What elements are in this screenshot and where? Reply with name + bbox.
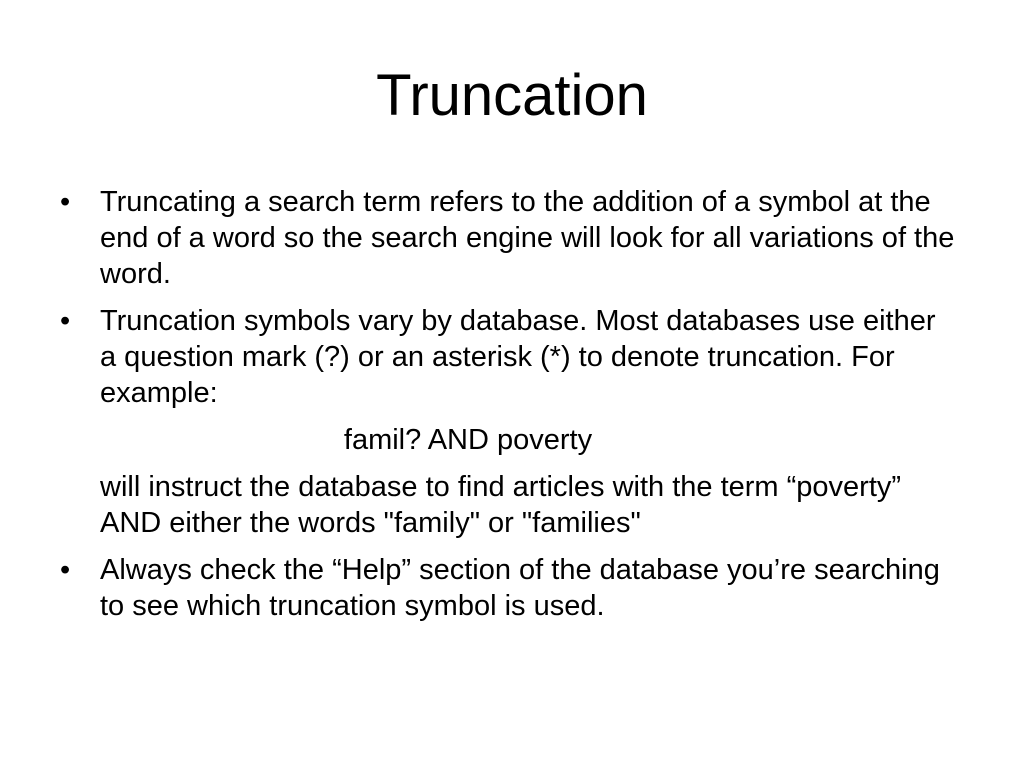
bullet-icon: • (60, 186, 71, 218)
example-explanation-line (58, 469, 958, 541)
example-query-line (58, 422, 836, 458)
bullet-item-1 (58, 184, 958, 292)
bullet-icon: • (60, 305, 71, 337)
bullet-text-symbols: Truncation symbols vary by database. Most databases use either a question mark (?) or an asterisk (*) to denote truncation. For example: (100, 305, 936, 409)
bullet-item-3 (58, 552, 958, 624)
example-explanation: will instruct the database to find articles with the term “poverty” AND either the words "family" or "families" (100, 471, 902, 539)
example-query: famil? AND poverty (343, 424, 593, 456)
slide-body (58, 184, 958, 635)
bullet-icon: • (60, 554, 71, 586)
bullet-text-help: Always check the “Help” section of the database you’re searching to see which truncation symbol is used. (100, 554, 940, 622)
slide-title: Truncation (376, 63, 648, 128)
bullet-item-2 (58, 303, 958, 411)
bullet-text-definition: Truncating a search term refers to the addition of a symbol at the end of a word so the search engine will look for all variations of the word. (100, 186, 955, 290)
